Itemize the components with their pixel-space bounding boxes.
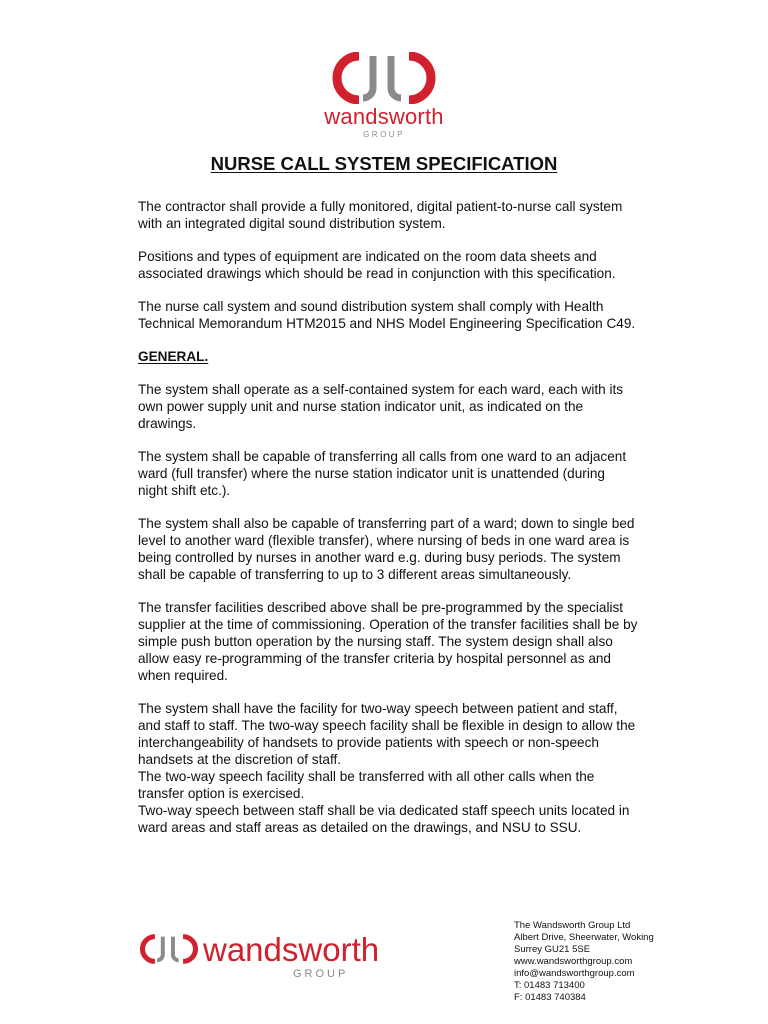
speech-paragraph: Two-way speech between staff shall be via dedicated staff speech units located in ward areas and staff areas as detailed on the drawings, and NSU to SSU. — [138, 803, 630, 835]
county-postcode: Surrey GU21 5SE — [514, 944, 591, 955]
top-logo — [322, 52, 446, 139]
logo-brand-text: wandsworth — [324, 104, 444, 129]
email-link[interactable]: info@wandsworthgroup.com — [514, 968, 635, 979]
footer-logo-brand-text: wandsworth — [203, 931, 380, 968]
jw-monogram-icon — [138, 934, 200, 964]
logo-sub-text: GROUP — [363, 130, 405, 139]
intro-paragraph: Positions and types of equipment are indicated on the room data sheets and associated drawings which should be read in conjunction with this specification. — [138, 249, 616, 281]
footer-address — [514, 920, 694, 1004]
general-paragraph: The system shall also be capable of transferring part of a ward; down to single bed level to another ward (flexible transfer), where nursing of beds in one ward area is being controlled by nurses in another ward e.g. during busy periods. The system shall be capable of transferring to up to 3 different areas simultaneously. — [138, 516, 635, 582]
fax-number: F: 01483 740384 — [514, 992, 586, 1003]
intro-paragraph: The contractor shall provide a fully monitored, digital patient-to-nurse call system with an integrated digital sound distribution system. — [138, 199, 623, 231]
document-body — [138, 198, 638, 836]
company-name: The Wandsworth Group Ltd — [514, 920, 631, 931]
document-title: NURSE CALL SYSTEM SPECIFICATION — [210, 153, 558, 174]
telephone-number: T: 01483 713400 — [514, 980, 585, 991]
footer-logo — [138, 930, 398, 990]
section-heading-general: GENERAL. — [138, 349, 209, 364]
speech-paragraph: The system shall have the facility for two-way speech between patient and staff, and staff to staff. The two-way speech facility shall be flexible in design to allow the interchangeability of handsets to provide patients with speech or non-speech handsets at the discretion of staff. — [138, 701, 636, 767]
general-paragraph: The system shall be capable of transferring all calls from one ward to an adjacent ward (full transfer) where the nurse station indicator unit is unattended (during night shift etc.). — [138, 449, 627, 498]
general-paragraph: The transfer facilities described above shall be pre-programmed by the specialist supplier at the time of commissioning. Operation of the transfer facilities shall be by simple push button operation by the nursing staff. The system design shall also allow easy re-programming of the transfer criteria by hospital personnel as and when required. — [138, 600, 638, 683]
speech-paragraph: The two-way speech facility shall be transferred with all other calls when the transfer option is exercised. — [138, 769, 595, 801]
footer-logo-sub-text: GROUP — [293, 968, 349, 980]
general-paragraph: The system shall operate as a self-contained system for each ward, each with its own power supply unit and nurse station indicator unit, as indicated on the drawings. — [138, 382, 624, 431]
intro-paragraph: The nurse call system and sound distribution system shall comply with Health Technical Memorandum HTM2015 and NHS Model Engineering Specification C49. — [138, 299, 636, 331]
website-link[interactable]: www.wandsworthgroup.com — [514, 956, 633, 967]
street-address: Albert Drive, Sheerwater, Woking — [514, 932, 654, 943]
jw-monogram-icon — [329, 52, 439, 104]
